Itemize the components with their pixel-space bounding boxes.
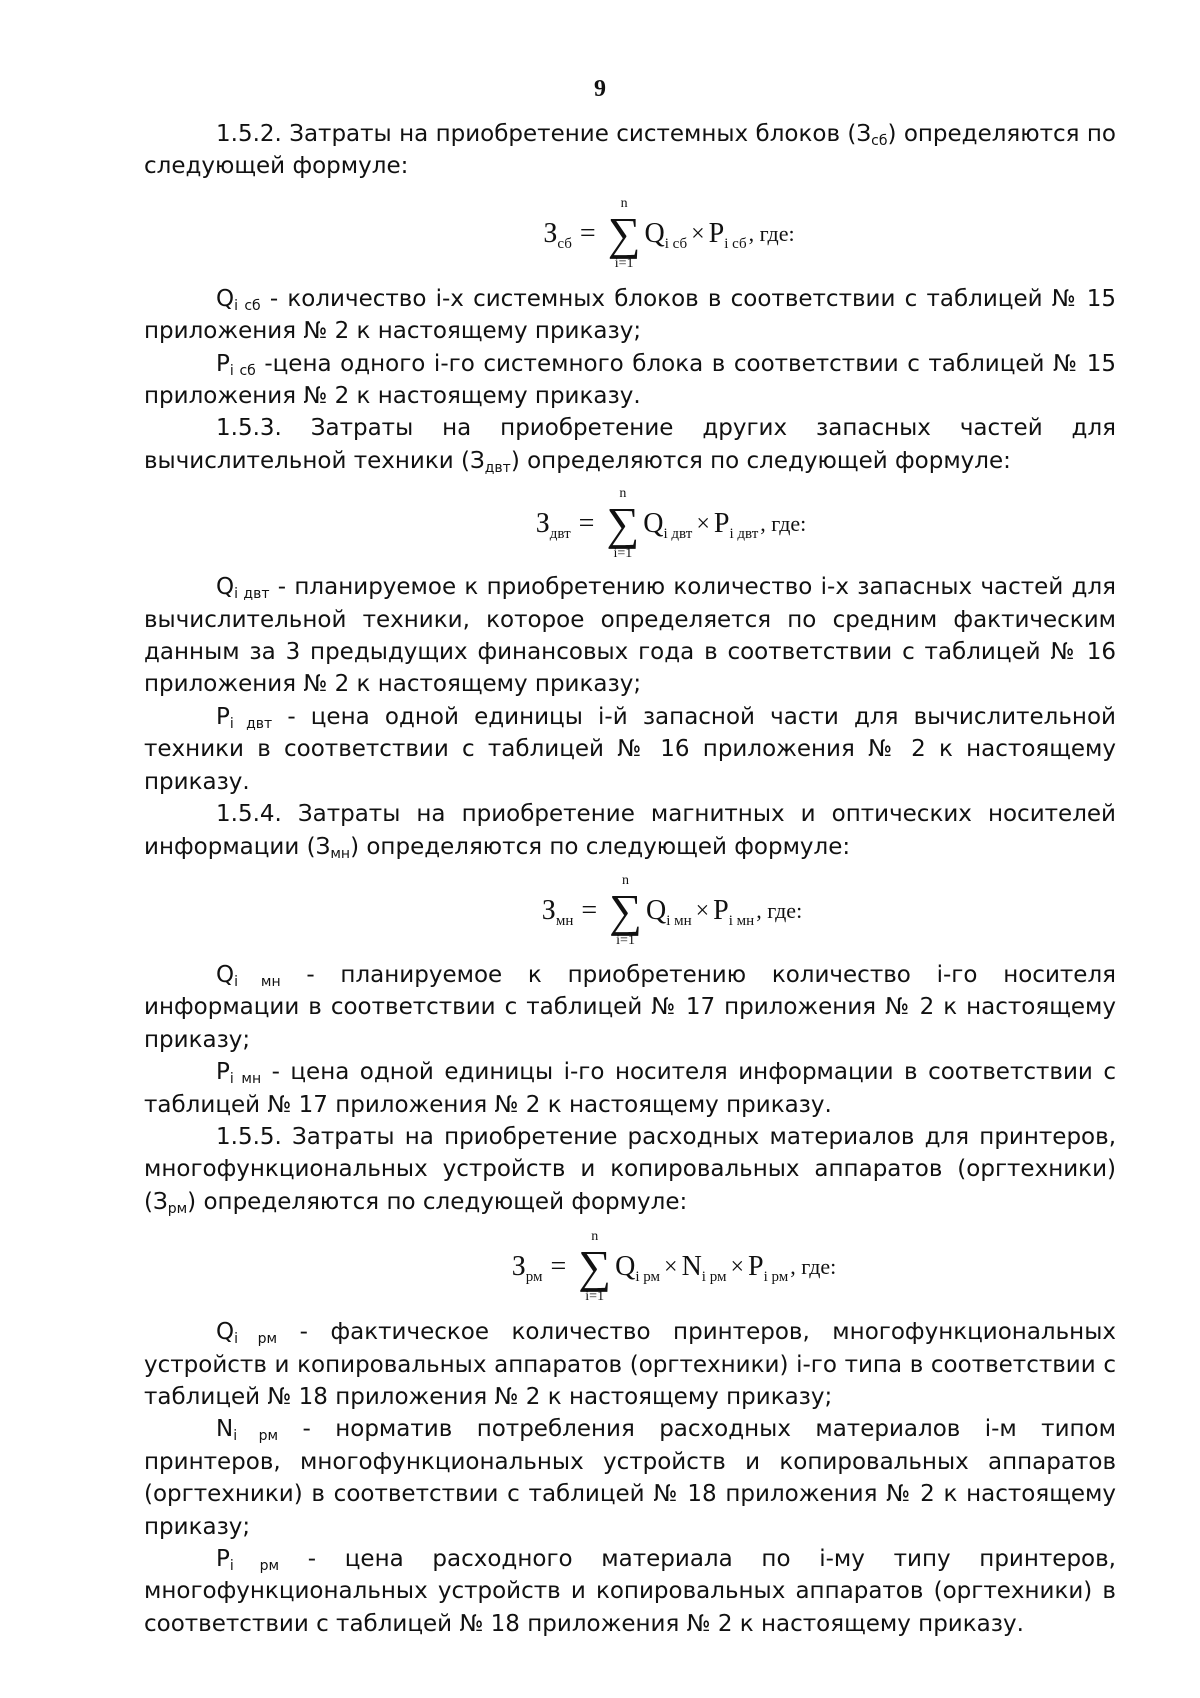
section-1-5-3-intro: 1.5.3. Затраты на приобретение других запасных частей для вычислительной техники $(З_{двт})$ определяются по следующей формуле: xyxy=(144,415,1116,476)
document-body xyxy=(144,118,1116,1640)
page-number: 9 xyxy=(594,76,606,102)
formula-term-norm: $N_{i рм}$ xyxy=(681,1250,727,1285)
equals-sign: = xyxy=(550,1250,567,1282)
formula-term-price: $P_{i рм}$ xyxy=(748,1250,789,1285)
section-1-5-4-def-p: $P_{i мн}$ - цена одной единицы i-го носителя информации в соответствии с таблицей № 17 приложения № 2 к настоящему приказу. xyxy=(144,1059,1116,1118)
formula-term-price: $P_{i двт}$ xyxy=(713,508,759,543)
section-1-5-4-intro: 1.5.4. Затраты на приобретение магнитных и оптических носителей информации $(З_{мн})$ определяются по следующей формуле: xyxy=(144,801,1116,862)
formula-lhs: $З_{рм}$ xyxy=(511,1250,543,1285)
equals-sign: = xyxy=(578,508,595,540)
multiply-sign: × xyxy=(664,1253,678,1280)
formula-term-quantity: $Q_{i мн}$ xyxy=(645,894,692,929)
summation-icon: n ∑ i=1 xyxy=(609,872,642,948)
formula-lhs: $З_{мн}$ xyxy=(541,894,574,929)
section-1-5-4-def-q: $Q_{i мн}$ - планируемое к приобретению количество i-го носителя информации в соответствии с таблицей № 17 приложения № 2 к настоящему приказу; xyxy=(144,961,1116,1053)
section-1-5-2-def-p: $P_{i сб}$ -цена одного i-го системного блока в соответствии с таблицей № 15 приложения № 2 к настоящему приказу. xyxy=(144,350,1117,410)
section-1-5-5-def-n: $N_{i рм}$ - норматив потребления расходных материалов i-м типом принтеров, многофункциональных устройств и копировальных аппаратов (оргтехники) в соответствии с таблицей № 18 приложения № 2 к настоящему приказу; xyxy=(144,1416,1116,1540)
formula-term-price: $P_{i мн}$ xyxy=(713,894,755,929)
formula-term-quantity: $Q_{i рм}$ xyxy=(615,1250,661,1285)
equals-sign: = xyxy=(581,894,598,926)
formula-storage-media xyxy=(144,863,1116,959)
formula-term-quantity: $Q_{i сб}$ xyxy=(644,217,688,252)
multiply-sign: × xyxy=(696,511,710,538)
formula-tail: , где: xyxy=(760,511,807,537)
formula-tail: , где: xyxy=(748,220,795,246)
summation-icon: n ∑ i=1 xyxy=(606,486,640,562)
formula-lhs: $З_{сб}$ xyxy=(543,217,572,252)
formula-system-units xyxy=(144,185,1116,283)
multiply-sign: × xyxy=(691,220,705,247)
section-1-5-3-def-p: $P_{i двт}$ - цена одной единицы i-й запасной части для вычислительной техники в соответствии с таблицей № 16 приложения № 2 к настоящему приказу. xyxy=(144,703,1116,795)
section-1-5-5-def-q: $Q_{i рм}$ - фактическое количество принтеров, многофункциональных устройств и копировальных аппаратов (оргтехники) i-го типа в соответствии с таблицей № 18 приложения № 2 к настоящему приказу; xyxy=(144,1319,1116,1410)
section-1-5-3-def-q: $Q_{i двт}$ - планируемое к приобретению количество i-х запасных частей для вычислительной техники, которое определяется по средним фактическим данным за 3 предыдущих финансовых года в соответствии с таблицей № 16 приложения № 2 к настоящему приказу; xyxy=(144,574,1116,698)
formula-consumables xyxy=(144,1218,1116,1316)
formula-spare-parts xyxy=(144,477,1116,571)
section-1-5-2-intro: 1.5.2. Затраты на приобретение системных блоков $(З_{сб})$ определяются по следующей формуле: xyxy=(144,121,1116,180)
equals-sign: = xyxy=(579,217,596,249)
formula-tail: , где: xyxy=(790,1253,837,1279)
multiply-sign: × xyxy=(695,897,710,924)
summation-icon: n ∑ i=1 xyxy=(607,195,641,271)
summation-icon: n ∑ i=1 xyxy=(578,1229,612,1305)
formula-term-price: $P_{i сб}$ xyxy=(708,217,747,252)
formula-lhs: $З_{двт}$ xyxy=(535,508,571,543)
section-1-5-5-intro: 1.5.5. Затраты на приобретение расходных материалов для принтеров, многофункциональных устройств и копировальных аппаратов (оргтехники) $(З_{рм})$ определяются по следующей формуле: xyxy=(144,1123,1116,1217)
multiply-sign: × xyxy=(730,1253,745,1280)
formula-term-quantity: $Q_{i двт}$ xyxy=(643,508,693,543)
section-1-5-5-def-p: $P_{i рм}$ - цена расходного материала по i-му типу принтеров, многофункциональных устройств и копировальных аппаратов (оргтехники) в соответствии с таблицей № 18 приложения № 2 к настоящему приказу. xyxy=(144,1546,1116,1637)
section-1-5-2-def-q: $Q_{i сб}$ - количество i-х системных блоков в соответствии с таблицей № 15 приложения № 2 к настоящему приказу; xyxy=(144,285,1117,345)
formula-tail: , где: xyxy=(756,897,803,923)
